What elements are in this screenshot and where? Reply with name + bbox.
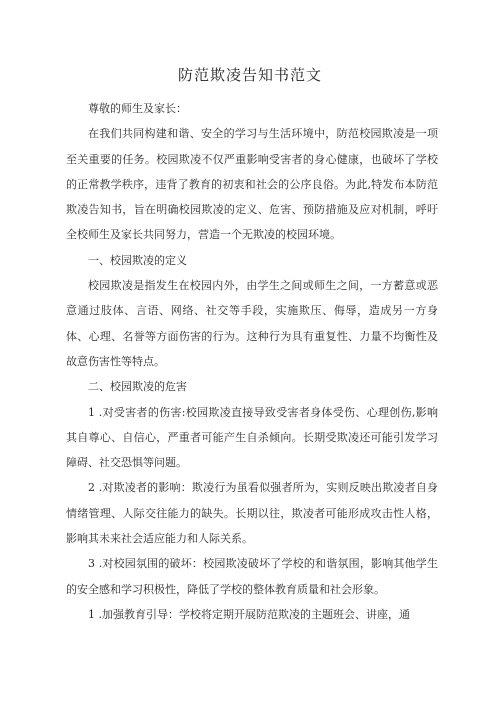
section-heading-definition: 一、校园欺凌的定义 (88, 253, 187, 267)
definition-paragraph: 校园欺凌是指发生在校园内外，由学生之间或师生之间，一方蓄意或恶意通过肢体、言语、网络、社交等手段，实施欺压、侮辱，造成另一方身体、心理、名誉等方面伤害的行为。这种行为具有重复性、力量不均衡性及故意伤害性等特点。 (66, 279, 438, 368)
measure-item-education: 1 .加强教育引导：学校将定期开展防范欺凌的主题班会、讲座，通 (88, 607, 410, 621)
section-heading-harms: 二、校园欺凌的危害 (88, 380, 187, 394)
document-title: 防范欺凌告知书范文 (177, 66, 322, 84)
harm-item-campus: 3 .对校园氛围的破坏：校园欺凌破坏了学校的和谐氛围，影响其他学生的安全感和学习积极性，降低了学校的整体教育质量和社会形象。 (66, 557, 438, 596)
intro-paragraph: 在我们共同构建和谐、安全的学习与生活环境中，防范校园欺凌是一项至关重要的任务。校园欺凌不仅严重影响受害者的身心健康，也破坏了学校的正常教学秩序，违背了教育的初衷和社会的公序良俗。为此,特发布本防范欺凌告知书，旨在明确校园欺凌的定义、危害、预防措施及应对机制，呼吁全校师生及家长共同努力，营造一个无欺凌的校园环境。 (66, 127, 438, 242)
harm-item-bully: 2 .对欺凌者的影响：欺凌行为虽看似强者所为，实则反映出欺凌者自身情绪管理、人际交往能力的缺失。长期以往，欺凌者可能形成攻击性人格，影响其未来社会适应能力和人际关系。 (66, 481, 438, 546)
document-body (66, 96, 438, 627)
harm-item-victim: 1 .对受害者的伤害:校园欺凌直接导致受害者身体受伤、心理创伤,影响其自尊心、自信心，严重者可能产生自杀倾向。长期受欺凌还可能引发学习障碍、社交恐惧等问题。 (66, 405, 438, 470)
salutation: 尊敬的师生及家长： (88, 102, 187, 115)
